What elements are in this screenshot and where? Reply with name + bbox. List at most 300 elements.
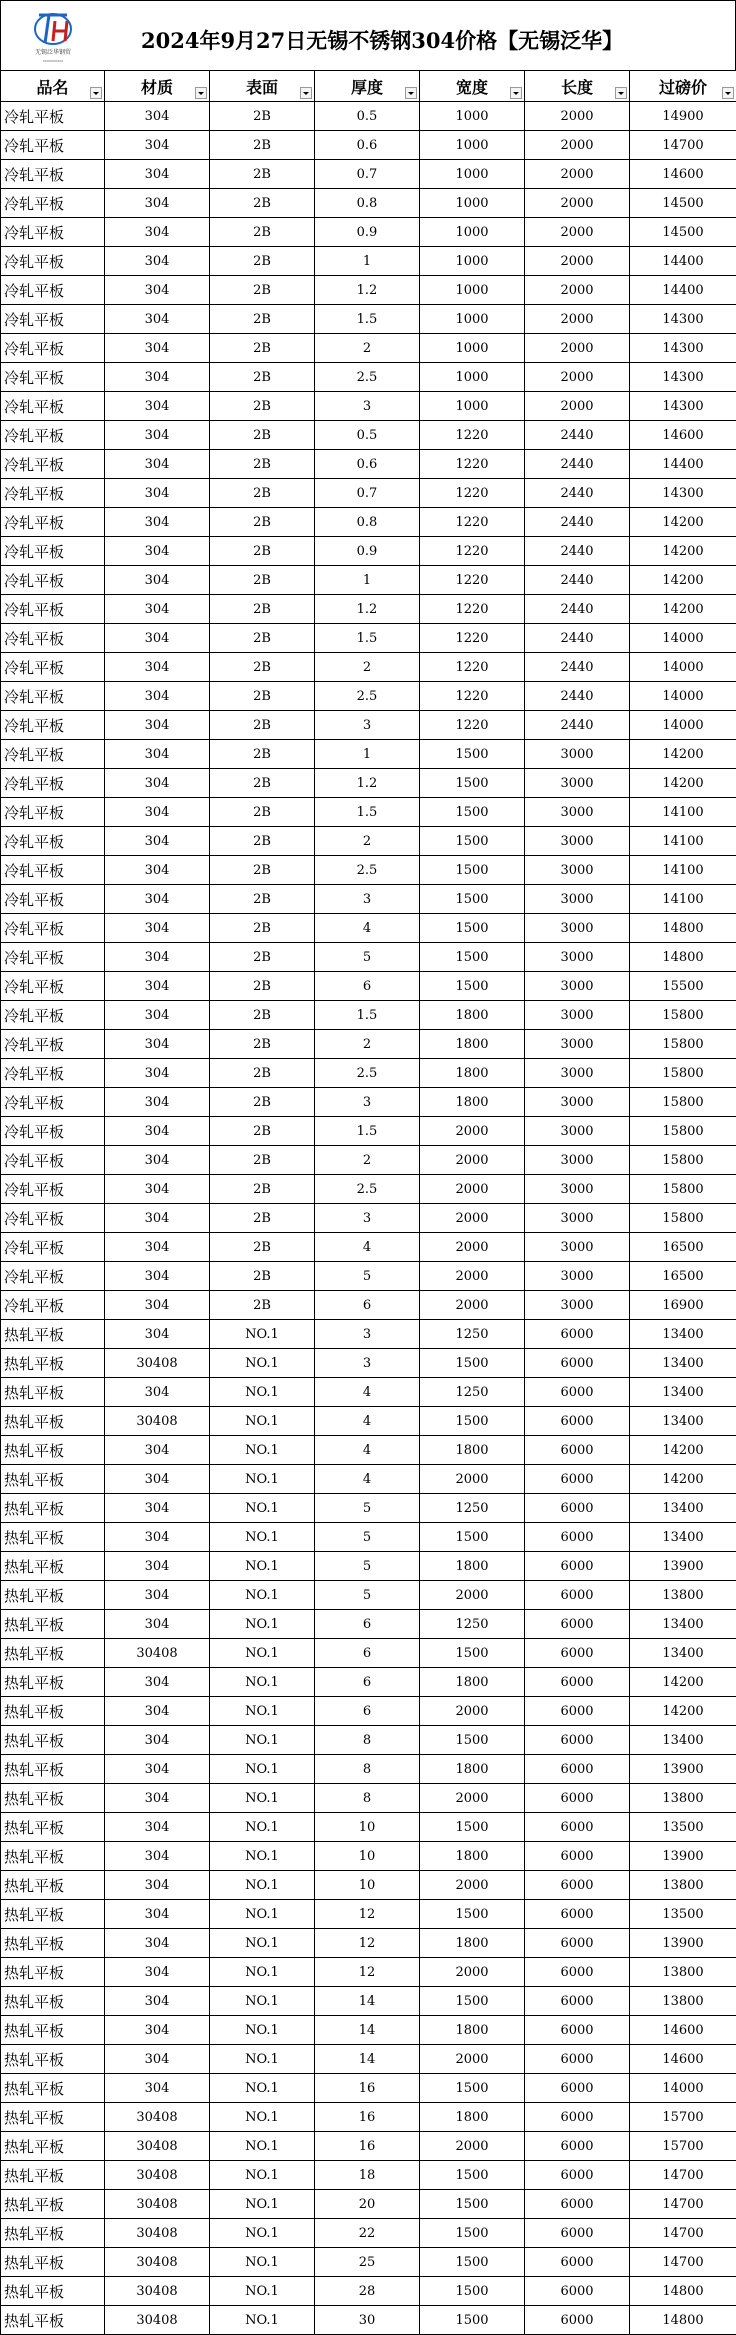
cell-surface[interactable]: NO.1 — [210, 1900, 315, 1929]
cell-surface[interactable]: 2B — [210, 363, 315, 392]
cell-width[interactable]: 1500 — [420, 1523, 525, 1552]
cell-length[interactable]: 3000 — [525, 943, 630, 972]
cell-length[interactable]: 6000 — [525, 2248, 630, 2277]
cell-material[interactable]: 304 — [105, 421, 210, 450]
cell-thickness[interactable]: 4 — [315, 1407, 420, 1436]
cell-price[interactable]: 14700 — [630, 2161, 736, 2190]
cell-price[interactable]: 14700 — [630, 2248, 736, 2277]
cell-surface[interactable]: 2B — [210, 276, 315, 305]
cell-width[interactable]: 1500 — [420, 1900, 525, 1929]
cell-thickness[interactable]: 1.5 — [315, 305, 420, 334]
cell-material[interactable]: 304 — [105, 1813, 210, 1842]
cell-surface[interactable]: 2B — [210, 972, 315, 1001]
cell-thickness[interactable]: 3 — [315, 1088, 420, 1117]
cell-width[interactable]: 1500 — [420, 1407, 525, 1436]
cell-surface[interactable]: 2B — [210, 914, 315, 943]
cell-name[interactable]: 冷轧平板 — [1, 566, 105, 595]
cell-material[interactable]: 304 — [105, 363, 210, 392]
cell-surface[interactable]: NO.1 — [210, 1755, 315, 1784]
cell-thickness[interactable]: 5 — [315, 1262, 420, 1291]
cell-thickness[interactable]: 12 — [315, 1929, 420, 1958]
cell-name[interactable]: 热轧平板 — [1, 1871, 105, 1900]
cell-price[interactable]: 14200 — [630, 595, 736, 624]
cell-length[interactable]: 2000 — [525, 247, 630, 276]
cell-thickness[interactable]: 4 — [315, 1465, 420, 1494]
cell-material[interactable]: 304 — [105, 1436, 210, 1465]
cell-surface[interactable]: NO.1 — [210, 1842, 315, 1871]
cell-material[interactable]: 30408 — [105, 2132, 210, 2161]
cell-name[interactable]: 热轧平板 — [1, 2045, 105, 2074]
cell-length[interactable]: 3000 — [525, 1030, 630, 1059]
cell-surface[interactable]: NO.1 — [210, 2103, 315, 2132]
cell-surface[interactable]: 2B — [210, 508, 315, 537]
cell-material[interactable]: 304 — [105, 653, 210, 682]
cell-material[interactable]: 304 — [105, 1204, 210, 1233]
cell-material[interactable]: 30408 — [105, 1349, 210, 1378]
cell-name[interactable]: 热轧平板 — [1, 1813, 105, 1842]
cell-length[interactable]: 3000 — [525, 972, 630, 1001]
header-cell-surface[interactable] — [210, 71, 315, 102]
cell-width[interactable]: 1800 — [420, 1030, 525, 1059]
cell-length[interactable]: 6000 — [525, 1465, 630, 1494]
cell-price[interactable]: 14200 — [630, 1465, 736, 1494]
cell-surface[interactable]: NO.1 — [210, 1407, 315, 1436]
cell-length[interactable]: 6000 — [525, 1958, 630, 1987]
cell-width[interactable]: 1500 — [420, 2219, 525, 2248]
cell-name[interactable]: 冷轧平板 — [1, 827, 105, 856]
cell-length[interactable]: 3000 — [525, 885, 630, 914]
cell-surface[interactable]: 2B — [210, 131, 315, 160]
cell-price[interactable]: 15500 — [630, 972, 736, 1001]
cell-surface[interactable]: 2B — [210, 1117, 315, 1146]
cell-surface[interactable]: NO.1 — [210, 1320, 315, 1349]
cell-thickness[interactable]: 18 — [315, 2161, 420, 2190]
cell-price[interactable]: 13400 — [630, 1523, 736, 1552]
cell-width[interactable]: 1000 — [420, 392, 525, 421]
cell-length[interactable]: 6000 — [525, 2074, 630, 2103]
cell-width[interactable]: 1500 — [420, 2074, 525, 2103]
cell-length[interactable]: 6000 — [525, 1755, 630, 1784]
cell-width[interactable]: 1800 — [420, 1668, 525, 1697]
cell-length[interactable]: 3000 — [525, 856, 630, 885]
cell-material[interactable]: 304 — [105, 798, 210, 827]
cell-width[interactable]: 1500 — [420, 856, 525, 885]
cell-price[interactable]: 13800 — [630, 1784, 736, 1813]
cell-length[interactable]: 2440 — [525, 653, 630, 682]
cell-name[interactable]: 热轧平板 — [1, 1436, 105, 1465]
cell-width[interactable]: 2000 — [420, 1233, 525, 1262]
cell-price[interactable]: 13400 — [630, 1494, 736, 1523]
cell-length[interactable]: 6000 — [525, 1900, 630, 1929]
cell-thickness[interactable]: 2 — [315, 653, 420, 682]
cell-length[interactable]: 6000 — [525, 1813, 630, 1842]
cell-length[interactable]: 2440 — [525, 450, 630, 479]
cell-width[interactable]: 1220 — [420, 653, 525, 682]
cell-width[interactable]: 2000 — [420, 1581, 525, 1610]
cell-width[interactable]: 1500 — [420, 2248, 525, 2277]
cell-surface[interactable]: 2B — [210, 624, 315, 653]
cell-price[interactable]: 14300 — [630, 305, 736, 334]
cell-material[interactable]: 304 — [105, 1030, 210, 1059]
cell-length[interactable]: 6000 — [525, 1639, 630, 1668]
cell-price[interactable]: 15800 — [630, 1088, 736, 1117]
cell-price[interactable]: 14200 — [630, 566, 736, 595]
cell-thickness[interactable]: 5 — [315, 1494, 420, 1523]
cell-name[interactable]: 热轧平板 — [1, 1407, 105, 1436]
cell-name[interactable]: 热轧平板 — [1, 1900, 105, 1929]
cell-thickness[interactable]: 1 — [315, 740, 420, 769]
cell-length[interactable]: 2440 — [525, 421, 630, 450]
cell-surface[interactable]: 2B — [210, 218, 315, 247]
cell-thickness[interactable]: 12 — [315, 1900, 420, 1929]
cell-name[interactable]: 热轧平板 — [1, 2306, 105, 2335]
cell-surface[interactable]: 2B — [210, 682, 315, 711]
cell-price[interactable]: 14200 — [630, 1697, 736, 1726]
cell-material[interactable]: 304 — [105, 769, 210, 798]
cell-material[interactable]: 304 — [105, 566, 210, 595]
cell-width[interactable]: 1000 — [420, 218, 525, 247]
cell-price[interactable]: 14400 — [630, 276, 736, 305]
cell-material[interactable]: 304 — [105, 1697, 210, 1726]
cell-material[interactable]: 304 — [105, 1523, 210, 1552]
cell-width[interactable]: 1500 — [420, 1726, 525, 1755]
cell-price[interactable]: 13800 — [630, 1958, 736, 1987]
cell-name[interactable]: 热轧平板 — [1, 1842, 105, 1871]
cell-name[interactable]: 热轧平板 — [1, 2190, 105, 2219]
cell-thickness[interactable]: 0.9 — [315, 537, 420, 566]
cell-thickness[interactable]: 8 — [315, 1784, 420, 1813]
cell-length[interactable]: 6000 — [525, 1494, 630, 1523]
cell-width[interactable]: 1000 — [420, 247, 525, 276]
cell-width[interactable]: 1500 — [420, 1349, 525, 1378]
cell-price[interactable]: 14300 — [630, 334, 736, 363]
cell-width[interactable]: 1220 — [420, 479, 525, 508]
cell-name[interactable]: 冷轧平板 — [1, 1146, 105, 1175]
cell-name[interactable]: 热轧平板 — [1, 1523, 105, 1552]
cell-surface[interactable]: NO.1 — [210, 1523, 315, 1552]
cell-price[interactable]: 14000 — [630, 624, 736, 653]
cell-length[interactable]: 6000 — [525, 1407, 630, 1436]
cell-material[interactable]: 304 — [105, 943, 210, 972]
cell-price[interactable]: 14200 — [630, 1668, 736, 1697]
cell-material[interactable]: 304 — [105, 1581, 210, 1610]
cell-name[interactable]: 冷轧平板 — [1, 943, 105, 972]
cell-surface[interactable]: 2B — [210, 1146, 315, 1175]
cell-surface[interactable]: NO.1 — [210, 1697, 315, 1726]
cell-price[interactable]: 13400 — [630, 1407, 736, 1436]
cell-length[interactable]: 6000 — [525, 2161, 630, 2190]
cell-name[interactable]: 冷轧平板 — [1, 711, 105, 740]
cell-surface[interactable]: NO.1 — [210, 2016, 315, 2045]
cell-material[interactable]: 304 — [105, 334, 210, 363]
cell-thickness[interactable]: 20 — [315, 2190, 420, 2219]
cell-name[interactable]: 热轧平板 — [1, 1755, 105, 1784]
cell-name[interactable]: 冷轧平板 — [1, 856, 105, 885]
cell-thickness[interactable]: 0.6 — [315, 131, 420, 160]
cell-thickness[interactable]: 3 — [315, 392, 420, 421]
cell-width[interactable]: 1800 — [420, 1001, 525, 1030]
cell-surface[interactable]: 2B — [210, 1233, 315, 1262]
cell-price[interactable]: 13400 — [630, 1378, 736, 1407]
cell-length[interactable]: 6000 — [525, 1378, 630, 1407]
cell-length[interactable]: 2000 — [525, 305, 630, 334]
cell-thickness[interactable]: 14 — [315, 2016, 420, 2045]
cell-price[interactable]: 16500 — [630, 1262, 736, 1291]
cell-surface[interactable]: 2B — [210, 102, 315, 131]
cell-material[interactable]: 304 — [105, 1871, 210, 1900]
cell-price[interactable]: 13400 — [630, 1726, 736, 1755]
cell-material[interactable]: 304 — [105, 1117, 210, 1146]
cell-name[interactable]: 冷轧平板 — [1, 160, 105, 189]
cell-width[interactable]: 1500 — [420, 798, 525, 827]
cell-material[interactable]: 30408 — [105, 2306, 210, 2335]
cell-surface[interactable]: NO.1 — [210, 1987, 315, 2016]
cell-name[interactable]: 冷轧平板 — [1, 508, 105, 537]
cell-width[interactable]: 1800 — [420, 1059, 525, 1088]
cell-thickness[interactable]: 1.2 — [315, 276, 420, 305]
cell-thickness[interactable]: 12 — [315, 1958, 420, 1987]
cell-length[interactable]: 2000 — [525, 189, 630, 218]
cell-thickness[interactable]: 2.5 — [315, 682, 420, 711]
cell-width[interactable]: 1500 — [420, 740, 525, 769]
cell-surface[interactable]: NO.1 — [210, 1436, 315, 1465]
cell-name[interactable]: 热轧平板 — [1, 1668, 105, 1697]
header-cell-name[interactable] — [1, 71, 105, 102]
cell-material[interactable]: 304 — [105, 479, 210, 508]
cell-thickness[interactable]: 4 — [315, 1233, 420, 1262]
cell-width[interactable]: 1250 — [420, 1610, 525, 1639]
cell-material[interactable]: 30408 — [105, 2248, 210, 2277]
cell-price[interactable]: 14300 — [630, 363, 736, 392]
cell-name[interactable]: 冷轧平板 — [1, 769, 105, 798]
cell-name[interactable]: 冷轧平板 — [1, 218, 105, 247]
cell-length[interactable]: 2440 — [525, 508, 630, 537]
cell-price[interactable]: 13900 — [630, 1755, 736, 1784]
cell-surface[interactable]: NO.1 — [210, 1581, 315, 1610]
cell-thickness[interactable]: 2.5 — [315, 856, 420, 885]
cell-surface[interactable]: 2B — [210, 537, 315, 566]
cell-thickness[interactable]: 16 — [315, 2074, 420, 2103]
cell-length[interactable]: 3000 — [525, 1001, 630, 1030]
cell-width[interactable]: 2000 — [420, 2045, 525, 2074]
header-cell-thickness[interactable] — [315, 71, 420, 102]
cell-material[interactable]: 304 — [105, 160, 210, 189]
cell-name[interactable]: 热轧平板 — [1, 1581, 105, 1610]
cell-material[interactable]: 304 — [105, 1842, 210, 1871]
cell-material[interactable]: 304 — [105, 1755, 210, 1784]
cell-length[interactable]: 6000 — [525, 1697, 630, 1726]
cell-material[interactable]: 304 — [105, 450, 210, 479]
cell-width[interactable]: 1800 — [420, 1842, 525, 1871]
cell-width[interactable]: 1500 — [420, 972, 525, 1001]
cell-name[interactable]: 冷轧平板 — [1, 972, 105, 1001]
cell-width[interactable]: 2000 — [420, 1291, 525, 1320]
cell-thickness[interactable]: 4 — [315, 1436, 420, 1465]
cell-thickness[interactable]: 1.5 — [315, 1001, 420, 1030]
cell-material[interactable]: 304 — [105, 595, 210, 624]
cell-name[interactable]: 热轧平板 — [1, 1958, 105, 1987]
cell-name[interactable]: 热轧平板 — [1, 1697, 105, 1726]
cell-name[interactable]: 冷轧平板 — [1, 1088, 105, 1117]
cell-width[interactable]: 1000 — [420, 160, 525, 189]
cell-thickness[interactable]: 14 — [315, 2045, 420, 2074]
cell-width[interactable]: 1220 — [420, 595, 525, 624]
cell-width[interactable]: 1000 — [420, 363, 525, 392]
cell-thickness[interactable]: 28 — [315, 2277, 420, 2306]
cell-width[interactable]: 1220 — [420, 537, 525, 566]
cell-length[interactable]: 6000 — [525, 1668, 630, 1697]
cell-material[interactable]: 304 — [105, 1987, 210, 2016]
cell-width[interactable]: 1000 — [420, 189, 525, 218]
cell-length[interactable]: 6000 — [525, 1784, 630, 1813]
cell-material[interactable]: 30408 — [105, 1407, 210, 1436]
cell-price[interactable]: 13500 — [630, 1900, 736, 1929]
cell-length[interactable]: 2440 — [525, 479, 630, 508]
cell-name[interactable]: 热轧平板 — [1, 1987, 105, 2016]
cell-thickness[interactable]: 14 — [315, 1987, 420, 2016]
cell-length[interactable]: 2000 — [525, 276, 630, 305]
cell-thickness[interactable]: 16 — [315, 2103, 420, 2132]
header-cell-price[interactable] — [630, 71, 736, 102]
cell-price[interactable]: 14400 — [630, 247, 736, 276]
cell-surface[interactable]: 2B — [210, 827, 315, 856]
cell-price[interactable]: 13900 — [630, 1842, 736, 1871]
cell-length[interactable]: 6000 — [525, 2306, 630, 2335]
cell-surface[interactable]: NO.1 — [210, 2306, 315, 2335]
cell-price[interactable]: 13900 — [630, 1929, 736, 1958]
cell-price[interactable]: 13900 — [630, 1552, 736, 1581]
cell-length[interactable]: 3000 — [525, 1233, 630, 1262]
cell-length[interactable]: 2000 — [525, 102, 630, 131]
cell-surface[interactable]: NO.1 — [210, 1784, 315, 1813]
cell-thickness[interactable]: 30 — [315, 2306, 420, 2335]
cell-thickness[interactable]: 0.9 — [315, 218, 420, 247]
cell-name[interactable]: 热轧平板 — [1, 1726, 105, 1755]
cell-thickness[interactable]: 6 — [315, 1639, 420, 1668]
cell-width[interactable]: 1220 — [420, 566, 525, 595]
cell-name[interactable]: 热轧平板 — [1, 1378, 105, 1407]
cell-surface[interactable]: NO.1 — [210, 1726, 315, 1755]
cell-width[interactable]: 1250 — [420, 1378, 525, 1407]
cell-name[interactable]: 冷轧平板 — [1, 1001, 105, 1030]
cell-surface[interactable]: 2B — [210, 334, 315, 363]
cell-length[interactable]: 3000 — [525, 1204, 630, 1233]
cell-name[interactable]: 冷轧平板 — [1, 479, 105, 508]
cell-price[interactable]: 14200 — [630, 769, 736, 798]
cell-name[interactable]: 热轧平板 — [1, 2219, 105, 2248]
cell-material[interactable]: 304 — [105, 508, 210, 537]
cell-thickness[interactable]: 6 — [315, 1610, 420, 1639]
cell-width[interactable]: 2000 — [420, 1958, 525, 1987]
cell-material[interactable]: 304 — [105, 537, 210, 566]
cell-material[interactable]: 304 — [105, 740, 210, 769]
header-cell-length[interactable] — [525, 71, 630, 102]
cell-name[interactable]: 冷轧平板 — [1, 537, 105, 566]
cell-surface[interactable]: 2B — [210, 653, 315, 682]
cell-width[interactable]: 2000 — [420, 1117, 525, 1146]
cell-length[interactable]: 6000 — [525, 1349, 630, 1378]
cell-length[interactable]: 3000 — [525, 1059, 630, 1088]
cell-width[interactable]: 1000 — [420, 102, 525, 131]
cell-width[interactable]: 1800 — [420, 1088, 525, 1117]
cell-surface[interactable]: 2B — [210, 856, 315, 885]
cell-material[interactable]: 304 — [105, 885, 210, 914]
cell-surface[interactable]: 2B — [210, 1204, 315, 1233]
cell-name[interactable]: 冷轧平板 — [1, 1175, 105, 1204]
cell-name[interactable]: 热轧平板 — [1, 1639, 105, 1668]
cell-length[interactable]: 3000 — [525, 827, 630, 856]
cell-name[interactable]: 冷轧平板 — [1, 189, 105, 218]
cell-price[interactable]: 14700 — [630, 2219, 736, 2248]
cell-width[interactable]: 1250 — [420, 1494, 525, 1523]
cell-material[interactable]: 304 — [105, 972, 210, 1001]
cell-length[interactable]: 2000 — [525, 392, 630, 421]
cell-thickness[interactable]: 22 — [315, 2219, 420, 2248]
cell-name[interactable]: 冷轧平板 — [1, 1233, 105, 1262]
cell-width[interactable]: 1500 — [420, 2306, 525, 2335]
cell-thickness[interactable]: 6 — [315, 1291, 420, 1320]
cell-length[interactable]: 6000 — [525, 1436, 630, 1465]
cell-thickness[interactable]: 10 — [315, 1871, 420, 1900]
cell-material[interactable]: 304 — [105, 711, 210, 740]
cell-name[interactable]: 热轧平板 — [1, 1494, 105, 1523]
cell-surface[interactable]: NO.1 — [210, 2045, 315, 2074]
cell-thickness[interactable]: 1 — [315, 566, 420, 595]
cell-name[interactable]: 冷轧平板 — [1, 392, 105, 421]
cell-width[interactable]: 1250 — [420, 1320, 525, 1349]
cell-price[interactable]: 13400 — [630, 1610, 736, 1639]
cell-material[interactable]: 304 — [105, 1001, 210, 1030]
cell-surface[interactable]: 2B — [210, 479, 315, 508]
cell-price[interactable]: 13500 — [630, 1813, 736, 1842]
cell-price[interactable]: 14900 — [630, 102, 736, 131]
cell-material[interactable]: 304 — [105, 1465, 210, 1494]
cell-material[interactable]: 304 — [105, 1175, 210, 1204]
cell-thickness[interactable]: 5 — [315, 1552, 420, 1581]
cell-name[interactable]: 冷轧平板 — [1, 682, 105, 711]
cell-width[interactable]: 1500 — [420, 2161, 525, 2190]
cell-name[interactable]: 冷轧平板 — [1, 1059, 105, 1088]
cell-surface[interactable]: 2B — [210, 1059, 315, 1088]
cell-name[interactable]: 冷轧平板 — [1, 1204, 105, 1233]
cell-name[interactable]: 冷轧平板 — [1, 624, 105, 653]
cell-thickness[interactable]: 1.2 — [315, 769, 420, 798]
cell-surface[interactable]: 2B — [210, 450, 315, 479]
cell-width[interactable]: 1500 — [420, 1987, 525, 2016]
cell-name[interactable]: 冷轧平板 — [1, 421, 105, 450]
cell-name[interactable]: 热轧平板 — [1, 2161, 105, 2190]
cell-surface[interactable]: NO.1 — [210, 1958, 315, 1987]
cell-surface[interactable]: 2B — [210, 1262, 315, 1291]
cell-material[interactable]: 304 — [105, 1088, 210, 1117]
cell-width[interactable]: 1000 — [420, 334, 525, 363]
filter-dropdown-icon[interactable] — [90, 87, 102, 99]
cell-material[interactable]: 304 — [105, 2016, 210, 2045]
cell-name[interactable]: 热轧平板 — [1, 2016, 105, 2045]
cell-thickness[interactable]: 0.6 — [315, 450, 420, 479]
cell-length[interactable]: 6000 — [525, 1726, 630, 1755]
cell-width[interactable]: 1220 — [420, 508, 525, 537]
cell-surface[interactable]: NO.1 — [210, 1639, 315, 1668]
cell-price[interactable]: 15700 — [630, 2103, 736, 2132]
cell-name[interactable]: 热轧平板 — [1, 2074, 105, 2103]
cell-material[interactable]: 304 — [105, 189, 210, 218]
cell-length[interactable]: 3000 — [525, 1175, 630, 1204]
cell-width[interactable]: 1220 — [420, 421, 525, 450]
cell-length[interactable]: 6000 — [525, 2045, 630, 2074]
cell-name[interactable]: 热轧平板 — [1, 2248, 105, 2277]
cell-width[interactable]: 2000 — [420, 1697, 525, 1726]
